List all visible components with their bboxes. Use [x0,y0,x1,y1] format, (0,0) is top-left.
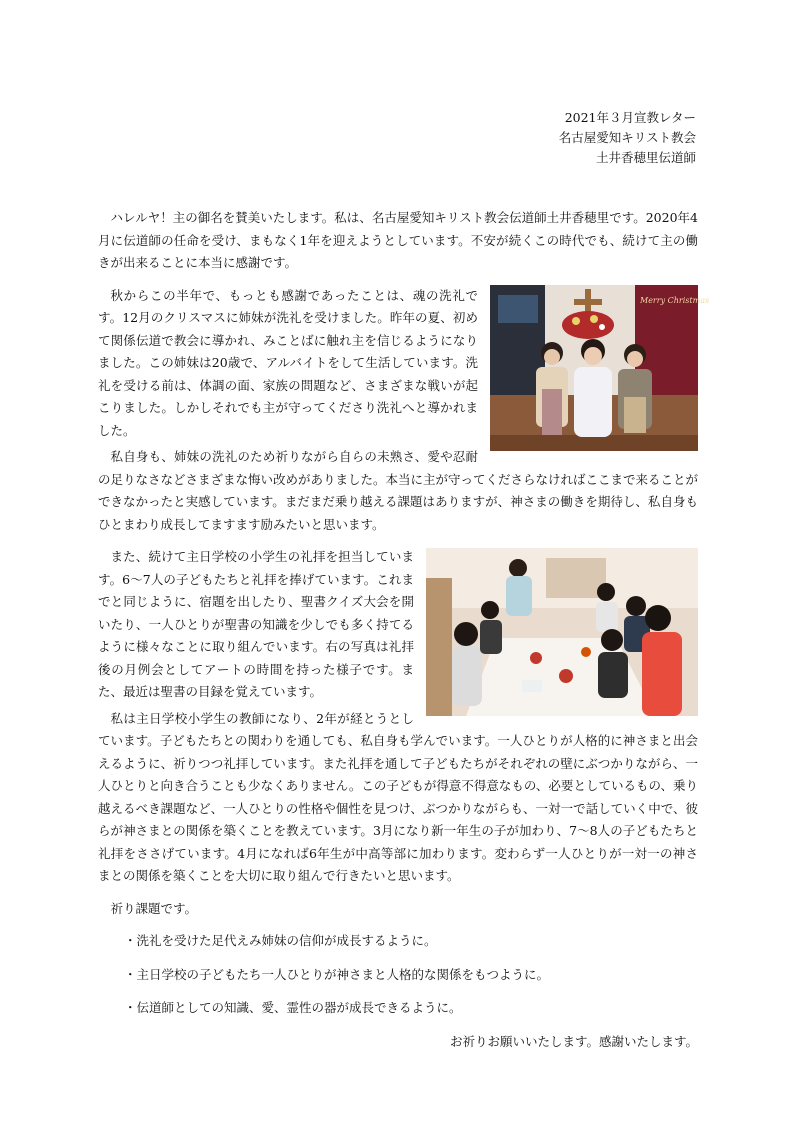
paragraph-repentance: 私自身も、姉妹の洗礼のため祈りながら自らの未熟さ、愛や忍耐の足りなさなどさまざまな悔い改めがありました。本当に主が守ってくださらなければここまで来ることができなかったと実感しています。まだまだ乗り越える課題はありますが、神さまの働きを期待し、私自身もひとまわり成長してますます励みたいと思います。 [98,449,699,532]
author-name: 土井香穂里伝道師 [595,150,696,165]
paragraph-greeting: ハレルヤ！主の御名を賛美いたします。私は、名古屋愛知キリスト教会伝道師土井香穂里です。2020年4月に伝道師の任命を受け、まもなく1年を迎えようとしています。不安が続くこの時代でも、続けて主の働きが出来ることに本当に感謝です。 [98,210,698,270]
baptism-photo-image [490,285,710,451]
prayer-title: 祈り課題です。 [110,900,198,916]
art-time-photo [426,548,698,716]
closing-line: お祈りお願いいたします。感謝いたします。 [449,1033,698,1049]
paragraph-sunday-school: また、続けて主日学校の小学生の礼拝を担当しています。6～7人の子どもたちと礼拝を捧げています。これまでと同じように、宿題を出したり、聖書クイズ大会を開いたり、一人ひとりが聖書の知識を少しでも多く持てるように様々なことに取り組んでいます。右の写真は礼拝後の月例会としてアートの時間を持った様子です。また、最近は聖書の目録を覚えています。 [98,549,414,699]
prayer-item: ・伝道師としての知識、愛、霊性の器が成長できるように。 [124,1000,462,1015]
prayer-item: ・洗礼を受けた足代えみ姉妹の信仰が成長するように。 [124,933,437,948]
letter-header [559,108,696,168]
paragraph-baptism: 秋からこの半年で、もっとも感謝であったことは、魂の洗礼です。12月のクリスマスに姉妹が洗礼を受けました。昨年の夏、初めて関係伝道で教会に導かれ、みことばに触れ主を信じるようになりました。この姉妹は20歳で、アルバイトをして生活しています。洗礼を受ける前は、体調の面、家族の問題など、さまざまな戦いが起こりました。しかしそれでも主が守ってくださり洗礼へと導かれました。 [98,287,478,438]
prayer-list [98,930,698,1020]
christmas-sign-text: Merry Christmas [640,295,710,305]
baptism-photo [490,285,710,451]
prayer-item: ・主日学校の子どもたち一人ひとりが神さまと人格的な関係をもつように。 [124,966,550,982]
letter-body [98,207,710,1063]
letter-date: 2021年３月宣教レター [564,110,696,125]
church-name: 名古屋愛知キリスト教会 [558,130,696,145]
paragraph-teacher: 私は主日学校小学生の教師になり、2年が経とうとしています。子どもたちとの関わりを通しても、私自身も学んでいます。一人ひとりが人格的に神さまと出会えるように、祈りつつ礼拝しています。また礼拝を通して子どもたちがそれぞれの壁にぶつかりながら、一人ひとりと向き合うことも少なくありません。この子どもが得意不得意なもの、必要としているもの、乗り越えるべき課題など、一人ひとりの性格や個性を見つけ、ぶつかりながらも、一対一で話していく中で、彼らが神さまとの関係を築くことを教えています。3月になり新一年生の子が加わり、7～8人の子どもたちと礼拝をささげています。4月になれば6年生が中高等部に加わります。変わらず一人ひとりが一対一の神さまとの関係を築くことを大切に取り組んで行きたいと思います。 [98,710,698,883]
art-time-photo-image [426,548,698,716]
